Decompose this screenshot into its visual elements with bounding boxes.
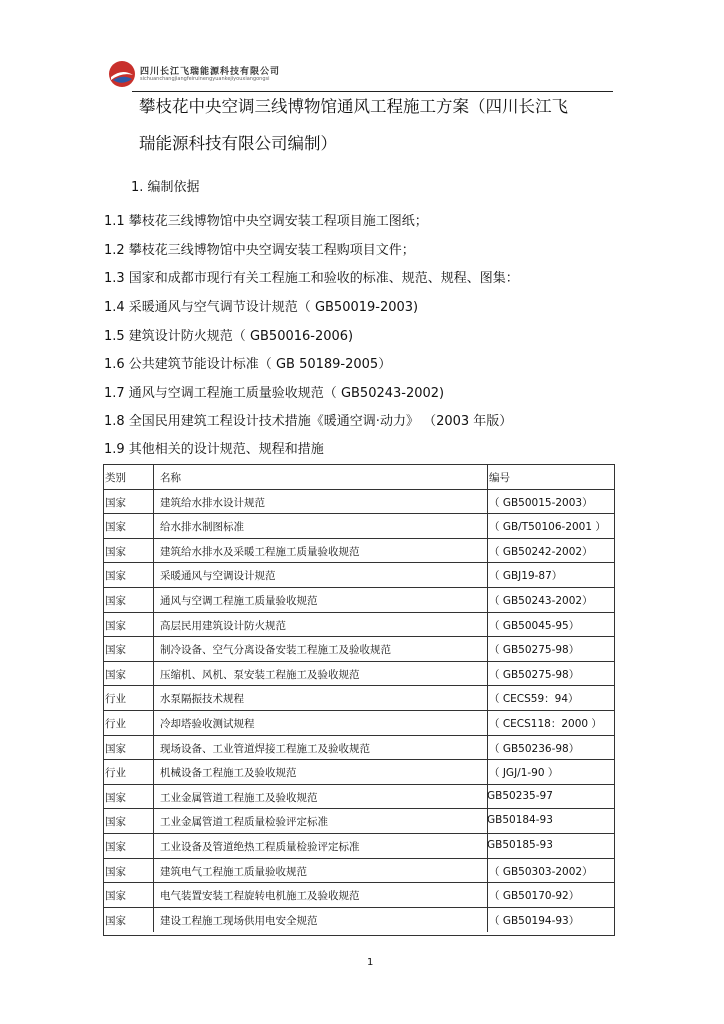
basis-item: 1.2 攀枝花三线博物馆中央空调安装工程购项目文件；: [104, 243, 415, 258]
table-row: [104, 785, 614, 810]
table-row: [104, 908, 614, 933]
basis-item: 1.5 建筑设计防火规范（ GB50016-2006): [104, 329, 354, 344]
row-code: （ GB50303-2002）: [489, 865, 593, 878]
row-name: 通风与空调工程施工质量验收规范: [160, 595, 318, 607]
row-code: （ GB50194-93）: [489, 914, 580, 927]
row-code: （ GB50045-95）: [489, 619, 580, 632]
row-code: （ GB50236-98）: [489, 742, 580, 755]
basis-item: 1.8 全国民用建筑工程设计技术措施《暖通空调·动力》 （2003 年版）: [104, 414, 513, 429]
row-code: （ GB50015-2003）: [489, 496, 593, 509]
header-rule: [132, 91, 613, 92]
row-category: 国家: [105, 545, 126, 558]
row-name: 工业设备及管道绝热工程质量检验评定标准: [160, 841, 360, 853]
row-name: 高层民用建筑设计防火规范: [160, 619, 286, 632]
row-category: 国家: [105, 570, 126, 583]
row-category: 行业: [105, 767, 126, 780]
row-category: 国家: [105, 816, 126, 829]
row-name: 建设工程施工现场供用电安全规范: [160, 914, 318, 927]
row-name: 制冷设备、空气分离设备安装工程施工及验收规范: [160, 644, 391, 657]
row-category: 国家: [105, 865, 126, 878]
table-row: [104, 834, 614, 859]
company-name: 四川长江飞瑞能源科技有限公司: [140, 67, 281, 77]
table-row: [104, 613, 614, 638]
table-row: [104, 736, 614, 761]
standards-table: [103, 464, 615, 936]
row-code: （ GB50242-2002）: [489, 545, 593, 558]
table-header-row: [104, 465, 614, 490]
row-code: （ CECS118：2000 ）: [489, 718, 602, 730]
document-title-line-2: 瑞能源科技有限公司编制）: [139, 134, 337, 153]
row-code: （ GB/T50106-2001 ）: [489, 521, 606, 534]
row-code: （ CECS59：94）: [489, 693, 579, 706]
table-row: [104, 563, 614, 588]
header-category: 类别: [105, 472, 126, 484]
row-name: 水泵隔振技术规程: [160, 693, 244, 706]
basis-item: 1.4 采暖通风与空气调节设计规范（ GB50019-2003): [104, 300, 419, 315]
row-name: 机械设备工程施工及验收规范: [160, 767, 297, 780]
row-category: 行业: [105, 693, 126, 706]
table-row: [104, 637, 614, 662]
table-row: [104, 514, 614, 539]
row-category: 国家: [105, 644, 126, 657]
row-name: 冷却塔验收测试规程: [160, 718, 255, 730]
table-row: [104, 760, 614, 785]
section-heading: 1. 编制依据: [131, 180, 200, 195]
row-name: 采暖通风与空调设计规范: [160, 570, 276, 583]
header-name: 名称: [160, 472, 181, 484]
row-name: 建筑给水排水设计规范: [160, 496, 265, 509]
row-category: 国家: [105, 841, 126, 853]
document-title-line-1: 攀枝花中央空调三线博物馆通风工程施工方案（四川长江飞: [139, 97, 568, 116]
row-name: 电气装置安装工程旋转电机施工及验收规范: [160, 890, 360, 903]
row-name: 压缩机、风机、泵安装工程施工及验收规范: [160, 668, 360, 681]
row-code: （ GBJ19-87）: [489, 570, 563, 583]
row-category: 国家: [105, 914, 126, 927]
row-category: 国家: [105, 595, 126, 607]
row-code: GB50184-93: [487, 814, 553, 827]
row-name: 工业金属管道工程质量检验评定标准: [160, 816, 328, 829]
row-code: （ GB50275-98）: [489, 668, 580, 681]
row-category: 国家: [105, 791, 126, 804]
row-category: 国家: [105, 619, 126, 632]
row-code: （ GB50275-98）: [489, 644, 580, 657]
row-name: 工业金属管道工程施工及验收规范: [160, 791, 318, 804]
basis-item: 1.7 通风与空调工程施工质量验收规范（ GB50243-2002): [104, 386, 445, 401]
table-row: [104, 588, 614, 613]
basis-item: 1.6 公共建筑节能设计标准（ GB 50189-2005）: [104, 357, 392, 372]
company-logo-icon: [108, 60, 136, 88]
row-category: 国家: [105, 742, 126, 755]
row-code: （ JGJ/1-90 ）: [489, 767, 559, 780]
letterhead: [108, 58, 613, 92]
row-name: 建筑电气工程施工质量验收规范: [160, 865, 307, 878]
table-row: [104, 662, 614, 687]
row-code: （ GB50170-92）: [489, 890, 580, 903]
row-name: 给水排水制图标准: [160, 521, 244, 534]
basis-item: 1.3 国家和成都市现行有关工程施工和验收的标准、规范、规程、图集：: [104, 271, 519, 286]
basis-item: 1.9 其他相关的设计规范、规程和措施: [104, 442, 324, 457]
row-category: 行业: [105, 718, 126, 730]
header-code: 编号: [489, 472, 510, 484]
table-row: [104, 711, 614, 736]
row-category: 国家: [105, 496, 126, 509]
table-row: [104, 883, 614, 908]
row-code: （ GB50243-2002）: [489, 595, 593, 607]
basis-item: 1.1 攀枝花三线博物馆中央空调安装工程项目施工图纸；: [104, 214, 428, 229]
row-code: GB50185-93: [487, 839, 553, 851]
row-category: 国家: [105, 668, 126, 681]
table-row: [104, 859, 614, 884]
table-row: [104, 686, 614, 711]
row-name: 建筑给水排水及采暖工程施工质量验收规范: [160, 545, 360, 558]
row-category: 国家: [105, 890, 126, 903]
company-name-pinyin: sichuanchangjiangfeiruinengyuankejiyouxiangongsi: [140, 76, 270, 82]
table-row: [104, 490, 614, 515]
row-name: 现场设备、工业管道焊接工程施工及验收规范: [160, 742, 370, 755]
table-row: [104, 539, 614, 564]
row-category: 国家: [105, 521, 126, 534]
row-code: GB50235-97: [487, 789, 553, 802]
page-number: 1: [367, 957, 374, 968]
table-row: [104, 809, 614, 834]
